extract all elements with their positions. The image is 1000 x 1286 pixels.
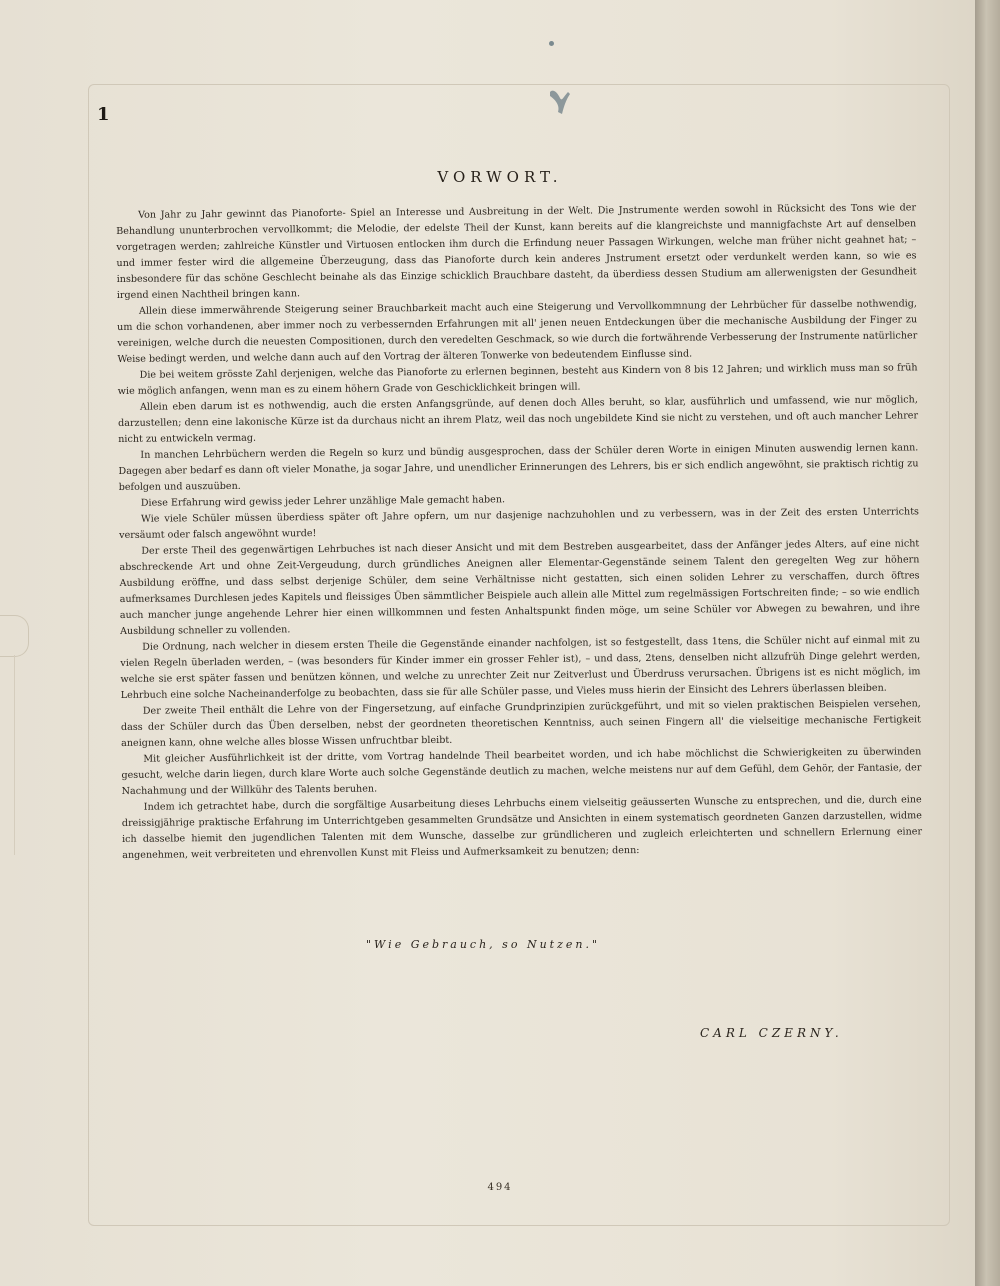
page-mark: 1 xyxy=(97,104,110,125)
ink-dot xyxy=(549,41,554,46)
paragraph: Allein eben darum ist es nothwendig, auch die ersten Anfangsgründe, auf denen doch Alles beruht, so klar, ausführlich und umfassend, wie nur möglich, darzustellen; denn eine lakonische Kürze ist da durchaus nicht an ihrem Platz, weil das noch ungebildete Kind sie nicht zu verstehen, und oft auch mancher Lehrer nicht zu entwickeln vermag. xyxy=(118,394,919,445)
paragraph: Die bei weitem grösste Zahl derjenigen, welche das Pianoforte zu erlernen beginnen, besteht aus Kindern von 8 bis 12 Jahren; und wirklich muss man so früh wie möglich anfangen, wenn man es zu einem höhern Grade von Geschicklichkeit bringen will. xyxy=(117,362,918,397)
book-spine xyxy=(975,0,1000,1286)
page-edge-tab xyxy=(0,615,29,657)
paragraph: In manchen Lehrbüchern werden die Regeln so kurz und bündig ausgesprochen, dass der Schüler deren Worte in einigen Minuten auswendig lernen kann. Dagegen aber bedarf es dann oft vieler Monathe, ja sogar Jahre, und unendlicher Erinnerungen des Lehrers, bis er sich endlich angewöhnt, sie praktisch richtig zu befolgen und auszuüben. xyxy=(118,442,919,493)
preface-body xyxy=(116,200,922,864)
paragraph: Diese Erfahrung wird gewiss jeder Lehrer unzählige Male gemacht haben. xyxy=(140,494,506,509)
author-signature: CARL CZERNY. xyxy=(700,1026,843,1040)
ink-smudge xyxy=(548,86,576,116)
motto: "Wie Gebrauch, so Nutzen." xyxy=(366,938,601,951)
page-edge-line xyxy=(0,655,15,855)
plate-number: 494 xyxy=(487,1182,513,1193)
page-title: VORWORT. xyxy=(437,168,563,186)
paragraph: Wie viele Schüler müssen überdiess später oft Jahre opfern, um nur dasjenige nachzuhohlen und zu verbessern, was in der Zeit des ersten Unterrichts versäumt oder falsch angewöhnt wurde! xyxy=(119,506,920,541)
paragraph: Von Jahr zu Jahr gewinnt das Pianoforte- Spiel an Interesse und Ausbreitung in der Welt. Die Jnstrumente werden sowohl in Rücksicht des Tons wie der Behandlung ununterbrochen vervollkommt; die Melodie, der edelste Theil der Kunst, kann bereits auf die klangreichste und mannigfachste Art auf denselben vorgetragen werden; zahlreiche Künstler und Virtuosen entlocken ihm durch die Erfindung neuer Passagen Wirkungen, welche man früher nicht geahnet hat; – und immer fester wird die allgemeine Überzeugung, dass das Pianoforte durch kein anderes Jnstrument ersetzt oder verdunkelt werden kann, so wie es insbesondere für das schöne Geschlecht beinahe als das Einzige schicklich Brauchbare dasteht, da überdiess dessen Studium am allerwenigsten der Gesundheit irgend einen Nachtheil bringen kann. xyxy=(116,202,917,301)
paragraph: Der erste Theil des gegenwärtigen Lehrbuches ist nach dieser Ansicht und mit dem Bestreben ausgearbeitet, dass der Anfänger jedes Alters, auf eine nicht abschreckende Art und ohne Zeit-Vergeudung, durch gründliches Aneignen aller Elementar-Gegenstände seinem Talent den geregelten Weg zur höhern Ausbildung eröffne, und dass selbst derjenige Schüler, dem seine Verhältnisse nicht gestatten, sich einen soliden Lehrer zu verschaffen, durch öftres aufmerksames Durchlesen jedes Kapitels und fleissiges Üben sämmtlicher Beispiele auch allein alle Mittel zum regelmässigen Fortschreiten finde; – so wie endlich auch mancher junge angehende Lehrer hier einen willkommnen und festen Anhaltspunkt finden möge, um seine Schüler vor Abwegen zu bewahren, und ihre Ausbildung schneller zu vollenden. xyxy=(119,538,920,637)
paragraph: Indem ich getrachtet habe, durch die sorgfältige Ausarbeitung dieses Lehrbuchs einem vielseitig geäusserten Wunsche zu entsprechen, und die, durch eine dreissigjährige praktische Erfahrung im Unterrichtgeben gesammelten Grundsätze und Ansichten in einem systematisch geordneten Ganzen darzustellen, widme ich dasselbe hiemit den jugendlichen Talenten mit dem Wunsche, dasselbe zur gründlicheren und zugleich erleichterten und schnellern Erlernung einer angenehmen, weit verbreiteten und ehrenvollen Kunst mit Fleiss und Aufmerksamkeit zu benutzen; denn: xyxy=(121,794,923,861)
paragraph: Der zweite Theil enthält die Lehre von der Fingersetzung, auf einfache Grundprinzipien zurückgeführt, und mit so vielen praktischen Beispielen versehen, dass der Schüler durch das Üben derselben, nebst der geordneten theoretischen Kenntniss, auch seinen Fingern all' die vielseitige mechanische Fertigkeit aneignen kann, ohne welche alles blosse Wissen unfruchtbar bleibt. xyxy=(120,698,922,749)
paragraph: Die Ordnung, nach welcher in diesem ersten Theile die Gegenstände einander nachfolgen, ist so festgestellt, dass 1tens, die Schüler nicht auf einmal mit zu vielen Regeln überladen werden, – (was besonders für Kinder immer ein grosser Fehler ist), – und dass, 2tens, denselben nicht allzufrüh Dinge gelehrt werden, welche sie erst später fassen und benützen können, und welche zu unrechter Zeit nur Zeitverlust und Überdruss verursachen. Übrigens ist es nicht möglich, im Lehrbuch eine solche Nacheinanderfolge zu beobachten, dass sie für alle Schüler passe, und Vieles muss hierin der Einsicht des Lehrers überlassen bleiben. xyxy=(120,634,921,701)
paragraph: Mit gleicher Ausführlichkeit ist der dritte, vom Vortrag handelnde Theil bearbeitet worden, und ich habe möchlichst die Schwierigkeiten zu überwinden gesucht, welche darin liegen, durch klare Worte auch solche Gegenstände deutlich zu machen, welche meistens nur auf dem Gefühl, dem Gehör, der Fantasie, der Nachahmung und der Willkühr des Talents beruhen. xyxy=(121,746,922,797)
paragraph: Allein diese immerwährende Steigerung seiner Brauchbarkeit macht auch eine Steigerung und Vervollkommnung der Lehrbücher für dasselbe nothwendig, um die schon vorhandenen, aber immer noch zu verbessernden Erfahrungen mit all' jenen neuen Entdeckungen über die mechanische Ausbildung der Finger zu vereinigen, welche durch die neuesten Compositionen, durch den veredelten Geschmack, so wie durch die fortwährende Verbesserung der Instrumente natürlicher Weise bedingt werden, und welche dann auch auf den Vortrag der älteren Tonwerke von bedeutendem Einflusse sind. xyxy=(117,298,918,365)
